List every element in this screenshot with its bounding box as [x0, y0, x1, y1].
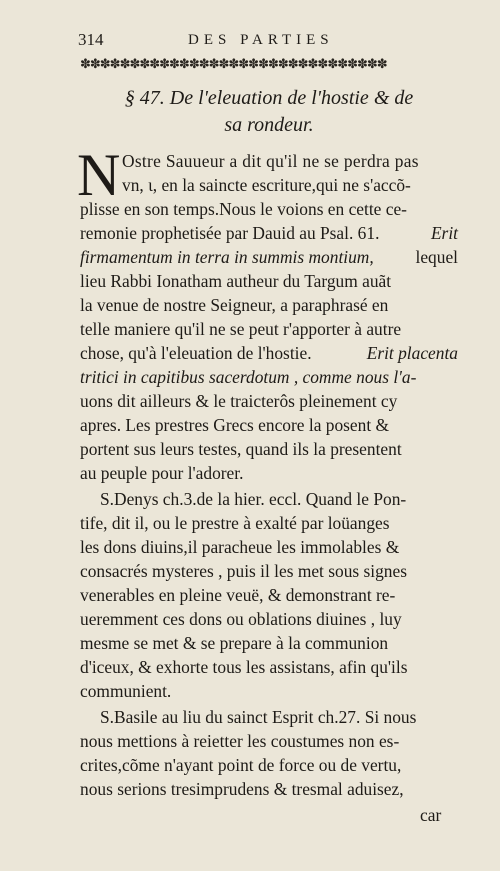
body-line: communient. — [80, 681, 172, 701]
section-heading-line-2: sa rondeur. — [224, 114, 314, 136]
body-line-tail: lequel — [415, 247, 458, 267]
body-line: apres. Les prestres Grecs encore la posent & — [80, 415, 390, 435]
section-heading-line-1: § 47. De l'eleuation de l'hostie & de — [124, 87, 414, 109]
body-line: S.Denys ch.3.de la hier. eccl. Quand le Pon- — [100, 489, 407, 509]
catchword: car — [420, 805, 442, 825]
body-line: crites,cõme n'ayant point de force ou de vertu, — [80, 755, 402, 775]
body-line: nous mettions à reietter les coustumes non es- — [80, 731, 400, 751]
body-line: S.Basile au liu du sainct Esprit ch.27. Si nous — [100, 707, 417, 727]
body-line: les dons diuins,il paracheue les immolables & — [80, 537, 400, 557]
italic-latin-quote: firmamentum in terra in summis montium, — [80, 247, 374, 267]
body-line — [80, 342, 458, 364]
running-title: DES PARTIES — [188, 32, 334, 48]
body-line: venerables en pleine veuë, & demonstrant re- — [80, 585, 396, 605]
body-line: telle maniere qu'il ne se peut r'apporter à autre — [80, 319, 402, 339]
body-line: tritici in capitibus sacerdotum , comme nous l'a- — [80, 367, 417, 387]
running-header — [78, 30, 458, 52]
body-line: consacrés mysteres , puis il les met sous signes — [80, 561, 407, 581]
body-line — [80, 246, 458, 268]
body-line: mesme se met & se prepare à la communion — [80, 633, 389, 653]
decorative-ornament-band: ✽✽✽✽✽✽✽✽✽✽✽✽✽✽✽✽✽✽✽✽✽✽✽✽✽✽✽✽✽✽✽ — [80, 57, 387, 72]
body-line-text: chose, qu'à l'eleuation de l'hostie. — [80, 343, 312, 363]
body-line: portent sus leurs testes, quand ils la presentent — [80, 439, 402, 459]
body-line: ueremment ces dons ou oblations diuines , luy — [80, 609, 402, 629]
body-line: lieu Rabbi Ionatham autheur du Targum auãt — [80, 271, 392, 291]
body-line: d'iceux, & exhorte tous les assistans, afin qu'ils — [80, 657, 408, 677]
body-line: Ostre Sauueur a dit qu'il ne se perdra pas — [122, 151, 419, 171]
body-line: au peuple pour l'adorer. — [80, 463, 244, 483]
body-line: uons dit ailleurs & le traicterôs pleinement cy — [80, 391, 398, 411]
body-line — [80, 222, 458, 244]
italic-latin-word: Erit — [430, 223, 458, 243]
italic-latin-quote: Erit placenta — [366, 343, 458, 363]
body-line-text: remonie prophetisée par Dauid au Psal. 61. — [80, 223, 380, 243]
drop-cap-letter: N — [77, 142, 121, 208]
body-line: la venue de nostre Seigneur, a paraphrasé en — [80, 295, 389, 315]
body-line: plisse en son temps.Nous le voions en cette ce- — [80, 199, 407, 219]
body-line: nous serions tresimprudens & tresmal aduisez, — [80, 779, 404, 799]
page-number: 314 — [78, 30, 104, 49]
body-line: vn, ι, en la saincte escriture,qui ne s'accõ- — [122, 175, 411, 195]
body-line: tife, dit il, ou le prestre à exalté par loüanges — [80, 513, 390, 533]
